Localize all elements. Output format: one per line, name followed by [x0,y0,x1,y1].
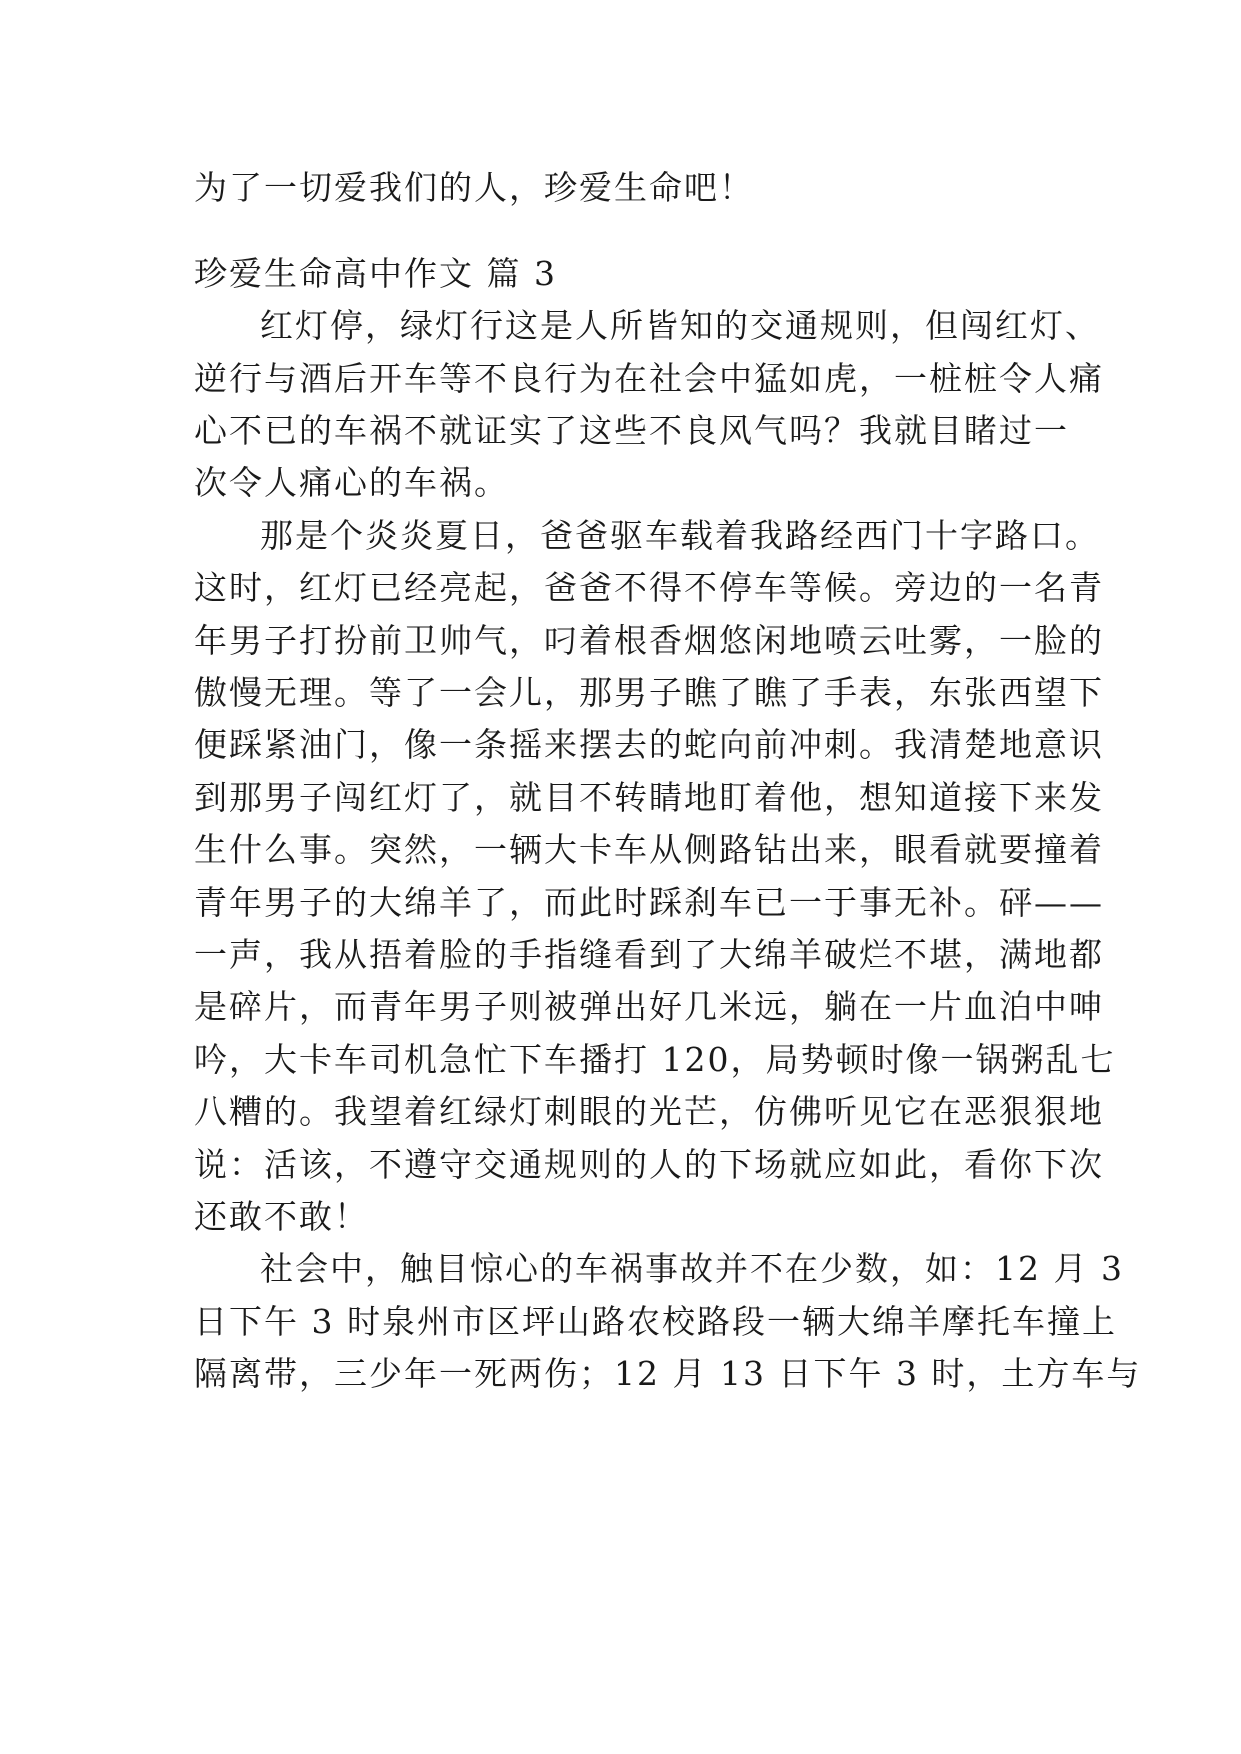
paragraph-2-line-7: 生什么事。突然，一辆大卡车从侧路钻出来，眼看就要撞着 [194,830,1104,869]
paragraph-2-line-1: 那是个炎炎夏日，爸爸驱车载着我路经西门十字路口。 [260,516,1100,555]
paragraph-3-line-3: 隔离带，三少年一死两伤；12 月 13 日下午 3 时，土方车与 [194,1354,1142,1393]
paragraph-2-line-8: 青年男子的大绵羊了，而此时踩刹车已一于事无补。砰—— [194,883,1104,922]
paragraph-1-line-2: 逆行与酒后开车等不良行为在社会中猛如虎，一桩桩令人痛 [194,359,1104,398]
section-title: 珍爱生命高中作文 篇 3 [194,254,557,293]
paragraph-2-line-6: 到那男子闯红灯了，就目不转睛地盯着他，想知道接下来发 [194,778,1104,817]
paragraph-3-line-2: 日下午 3 时泉州市区坪山路农校路段一辆大绵羊摩托车撞上 [194,1302,1117,1341]
paragraph-1-line-3: 心不已的车祸不就证实了这些不良风气吗？我就目睹过一 [194,411,1069,450]
paragraph-2-line-5: 便踩紧油门，像一条摇来摆去的蛇向前冲刺。我清楚地意识 [194,725,1104,764]
paragraph-2-line-14: 还敢不敢！ [194,1197,369,1236]
paragraph-2-line-9: 一声，我从捂着脸的手指缝看到了大绵羊破烂不堪，满地都 [194,935,1104,974]
paragraph-1-line-4: 次令人痛心的车祸。 [194,463,509,502]
paragraph-2-line-11: 吟，大卡车司机急忙下车播打 120，局势顿时像一锅粥乱七 [194,1040,1116,1079]
paragraph-2-line-13: 说：活该，不遵守交通规则的人的下场就应如此，看你下次 [194,1145,1104,1184]
paragraph-2-line-2: 这时，红灯已经亮起，爸爸不得不停车等候。旁边的一名青 [194,568,1104,607]
paragraph-1-line-1: 红灯停，绿灯行这是人所皆知的交通规则，但闯红灯、 [260,306,1100,345]
paragraph-2-line-4: 傲慢无理。等了一会儿，那男子瞧了瞧了手表，东张西望下 [194,673,1104,712]
paragraph-2-line-3: 年男子打扮前卫帅气，叼着根香烟悠闲地喷云吐雾，一脸的 [194,621,1104,660]
paragraph-2-line-10: 是碎片，而青年男子则被弹出好几米远，躺在一片血泊中呻 [194,987,1104,1026]
paragraph-2-line-12: 八糟的。我望着红绿灯刺眼的光芒，仿佛听见它在恶狠狠地 [194,1092,1104,1131]
closing-line: 为了一切爱我们的人，珍爱生命吧！ [194,168,754,207]
paragraph-3-line-1: 社会中，触目惊心的车祸事故并不在少数，如：12 月 3 [260,1249,1124,1288]
